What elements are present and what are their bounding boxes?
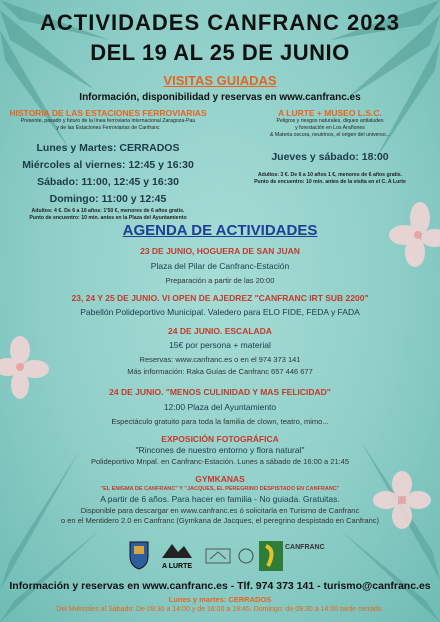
event-detail: Preparación a partir de las 20:00 [165, 276, 275, 285]
mountain-icon [162, 540, 192, 558]
coat-of-arms-icon [128, 540, 150, 570]
event-location: Pabellón Polideportivo Municipal. Valedero para ELO FIDE, FEDA y FADA [80, 307, 360, 317]
event-location: "Rincones de nuestro entorno y flora natural" [135, 445, 305, 455]
institution-logo-icon [205, 546, 231, 566]
event-title: EXPOSICIÓN FOTOGRÁFICA [161, 434, 279, 444]
event-subtitle: "EL ENIGMA DE CANFRANC" Y "JACQUES, EL PEREGRINO DESPISTADO EN CANFRANC" [100, 486, 340, 492]
event-detail: Polideportivo Mnpal. en Canfranc-Estación. Lunes a sábado de 16:00 a 21:45 [90, 457, 350, 466]
tourism-logo-icon [236, 548, 256, 564]
date-range-title: DEL 19 AL 25 DE JUNIO [90, 40, 350, 65]
event-location: 12:00 Plaza del Ayuntamiento [163, 402, 277, 412]
event-title: 23, 24 Y 25 DE JUNIO. VI OPEN DE AJEDREZ "CANFRANC IRT SUB 2200" [71, 293, 369, 303]
alurte-price-note: Adultos: 3 €. De 6 a 10 años 1 €, menores de 6 años gratis. [257, 172, 403, 178]
event-detail: Reservas: www.canfranc.es o en el 974 373 141 [139, 355, 301, 364]
event-price: 15€ por persona + material [169, 340, 271, 350]
event-detail: A partir de 6 años. Para hacer en familia - No guiada. Gratuitas. [100, 494, 340, 504]
main-title: ACTIVIDADES CANFRANC 2023 [40, 10, 400, 35]
alurte-desc: y forestación en Los Arañones [295, 125, 365, 131]
history-closed-days: Lunes y Martes: CERRADOS [36, 142, 180, 154]
guided-visits-subtitle: VISITAS GUIADAS [163, 73, 277, 88]
alurte-schedule: Jueves y sábado: 18:00 [271, 151, 389, 163]
event-title: 24 DE JUNIO. "MENOS CULINIDAD Y MAS FELICIDAD" [109, 387, 331, 397]
history-heading: HISTORIA DE LAS ESTACIONES FERROVIARIAS [9, 108, 207, 118]
history-price-note: Adultos: 4 €. De 6 a 10 años: 1'50 €, menores de 6 años gratis. [31, 208, 185, 214]
history-sunday: Domingo: 11:00 y 12:45 [49, 193, 167, 205]
history-desc: y de las Estaciones Ferroviarias de Canfranc [56, 125, 160, 131]
info-line: Información, disponibilidad y reservas en www.canfranc.es [79, 92, 361, 103]
footer-hours: Del Miércoles al Sábado: De 09:30 a 14:00 y de 16:00 a 19:45. Domingo: de 09:30 a 14:00 tarde cerrado. [56, 606, 384, 613]
event-detail: Más información: Raka Guías de Canfranc 657 446 677 [127, 367, 313, 376]
event-detail: Disponible para descargar en www.canfranc.es ó solicitarla en Turismo de Canfranc [80, 506, 360, 515]
history-desc: Presente, pasado y futuro de la línea ferroviaria internacional Zaragoza-Pau [20, 118, 196, 124]
alurte-logo [155, 540, 199, 570]
event-detail: o en el Mentidero 2.0 en Canfranc (Gymkana de Jacques, el peregrino despistado en Canfranc) [60, 516, 380, 525]
event-location: Plaza del Pilar de Canfranc-Estación [150, 261, 290, 271]
history-visit-block [2, 108, 214, 222]
alurte-desc: & Materia oscura, neutrinos, el origen del universo... [270, 132, 390, 138]
logo-strip [0, 540, 440, 578]
canfranc-logo: CANFRANC [285, 544, 325, 551]
event-title: GYMKANAS [195, 474, 245, 484]
alurte-heading: A LURTE + MUSEO L.S.C. [278, 108, 382, 118]
agenda-title: AGENDA DE ACTIVIDADES [122, 222, 318, 239]
event-title: 24 DE JUNIO. ESCALADA [168, 326, 272, 336]
alurte-visit-block [222, 108, 438, 186]
footer-closed: Lunes y martes: CERRADOS [168, 595, 272, 604]
history-wed-fri: Miércoles al viernes: 12:45 y 16:30 [22, 159, 194, 171]
history-meeting-note: Punto de encuentro: 10 min. antes en la Plaza del Ayuntamiento [29, 215, 187, 221]
history-saturday: Sábado: 11:00, 12:45 y 16:30 [37, 176, 179, 188]
jacques-logo-icon [258, 540, 284, 572]
event-title: 23 DE JUNIO, HOGUERA DE SAN JUAN [140, 246, 300, 256]
event-detail: Espectáculo gratuito para toda la familia de clown, teatro, mimo... [111, 417, 329, 426]
alurte-desc: Peligros y riesgos naturales, diques antialudes [276, 118, 384, 124]
alurte-meeting-note: Punto de encuentro: 10 min. antes de la visita en el C. A Lurte [254, 179, 406, 185]
alurte-logo-text: A LURTE [161, 563, 193, 570]
footer-contact: Información y reservas en www.canfranc.es - Tlf. 974 373 141 - turismo@canfranc.es [9, 580, 431, 592]
